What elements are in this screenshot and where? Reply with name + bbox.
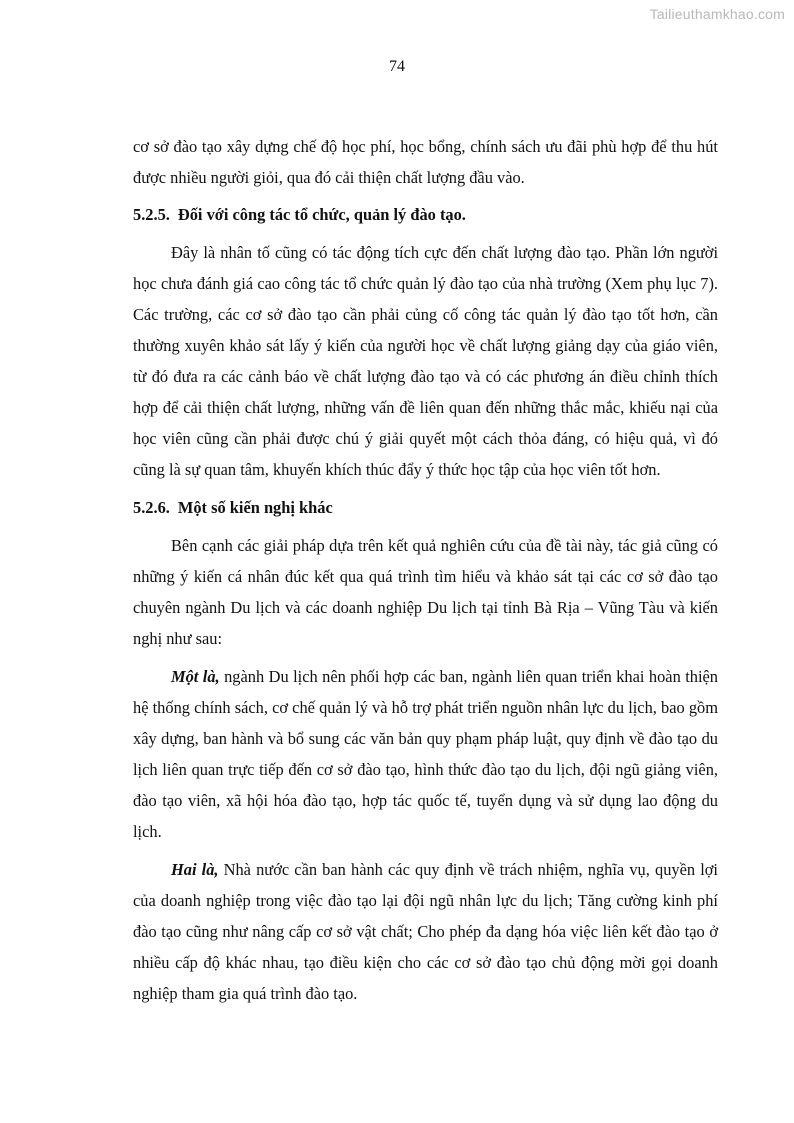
watermark: Tailieuthamkhao.com [649,6,785,22]
paragraph-recommendations-intro: Bên cạnh các giải pháp dựa trên kết quả nghiên cứu của đề tài này, tác giả cũng có những ý kiến cá nhân đúc kết qua quá trình tìm hiểu và khảo sát tại các cơ sở đào tạo chuyên ngành Du lịch và các doanh nghiệp Du lịch tại tỉnh Bà Rịa – Vũng Tàu và kiến nghị như sau: [133,536,718,648]
page-number: 74 [389,58,405,75]
recommendation-lead: Hai là, [171,860,219,879]
section-number: 5.2.6. [133,498,170,517]
section-heading-5-2-5 [133,199,718,230]
recommendation-body: Nhà nước cần ban hành các quy định về trách nhiệm, nghĩa vụ, quyền lợi của doanh nghiệp trong việc đào tạo lại đội ngũ nhân lực du lịch; Tăng cường kinh phí đào tạo cũng như nâng cấp cơ sở vật chất; Cho phép đa dạng hóa việc liên kết đào tạo ở nhiều cấp độ khác nhau, tạo điều kiện cho các cơ sở đào tạo chủ động mời gọi doanh nghiệp tham gia quá trình đào tạo. [133,860,718,1003]
recommendation-lead: Một là, [171,667,220,686]
section-title: Đối với công tác tổ chức, quản lý đào tạo. [177,205,466,224]
paragraph-management: Đây là nhân tố cũng có tác động tích cực đến chất lượng đào tạo. Phần lớn người học chưa đánh giá cao công tác tổ chức quản lý đào tạo của nhà trường (Xem phụ lục 7). Các trường, các cơ sở đào tạo cần phải củng cố công tác quản lý đào tạo tốt hơn, cần thường xuyên khảo sát lấy ý kiến của người học về chất lượng giảng dạy của giáo viên, từ đó đưa ra các cảnh báo về chất lượng đào tạo và có các phương án điều chỉnh thích hợp để cải thiện chất lượng, những vấn đề liên quan đến những thắc mắc, khiếu nại của học viên cũng cần phải được chú ý giải quyết một cách thỏa đáng, có hiệu quả, vì đó cũng là sự quan tâm, khuyến khích thúc đẩy ý thức học tập của học viên tốt hơn. [133,243,718,479]
paragraph-intro: cơ sở đào tạo xây dựng chế độ học phí, học bổng, chính sách ưu đãi phù hợp để thu hút được nhiều người giỏi, qua đó cải thiện chất lượng đầu vào. [133,137,718,187]
paragraph-recommendation-two [133,854,718,1009]
section-title: Một số kiến nghị khác [177,498,333,517]
document-body [133,131,718,1016]
recommendation-body: ngành Du lịch nên phối hợp các ban, ngành liên quan triển khai hoàn thiện hệ thống chính sách, cơ chế quản lý và hỗ trợ phát triển nguồn nhân lực du lịch, bao gồm xây dựng, ban hành và bổ sung các văn bản quy phạm pháp luật, quy định về đào tạo du lịch liên quan trực tiếp đến cơ sở đào tạo, hình thức đào tạo du lịch, đội ngũ giảng viên, đào tạo viên, xã hội hóa đào tạo, hợp tác quốc tế, tuyển dụng và sử dụng lao động du lịch. [133,667,718,841]
paragraph-recommendation-one [133,661,718,847]
section-heading-5-2-6 [133,492,718,523]
section-number: 5.2.5. [133,205,170,224]
